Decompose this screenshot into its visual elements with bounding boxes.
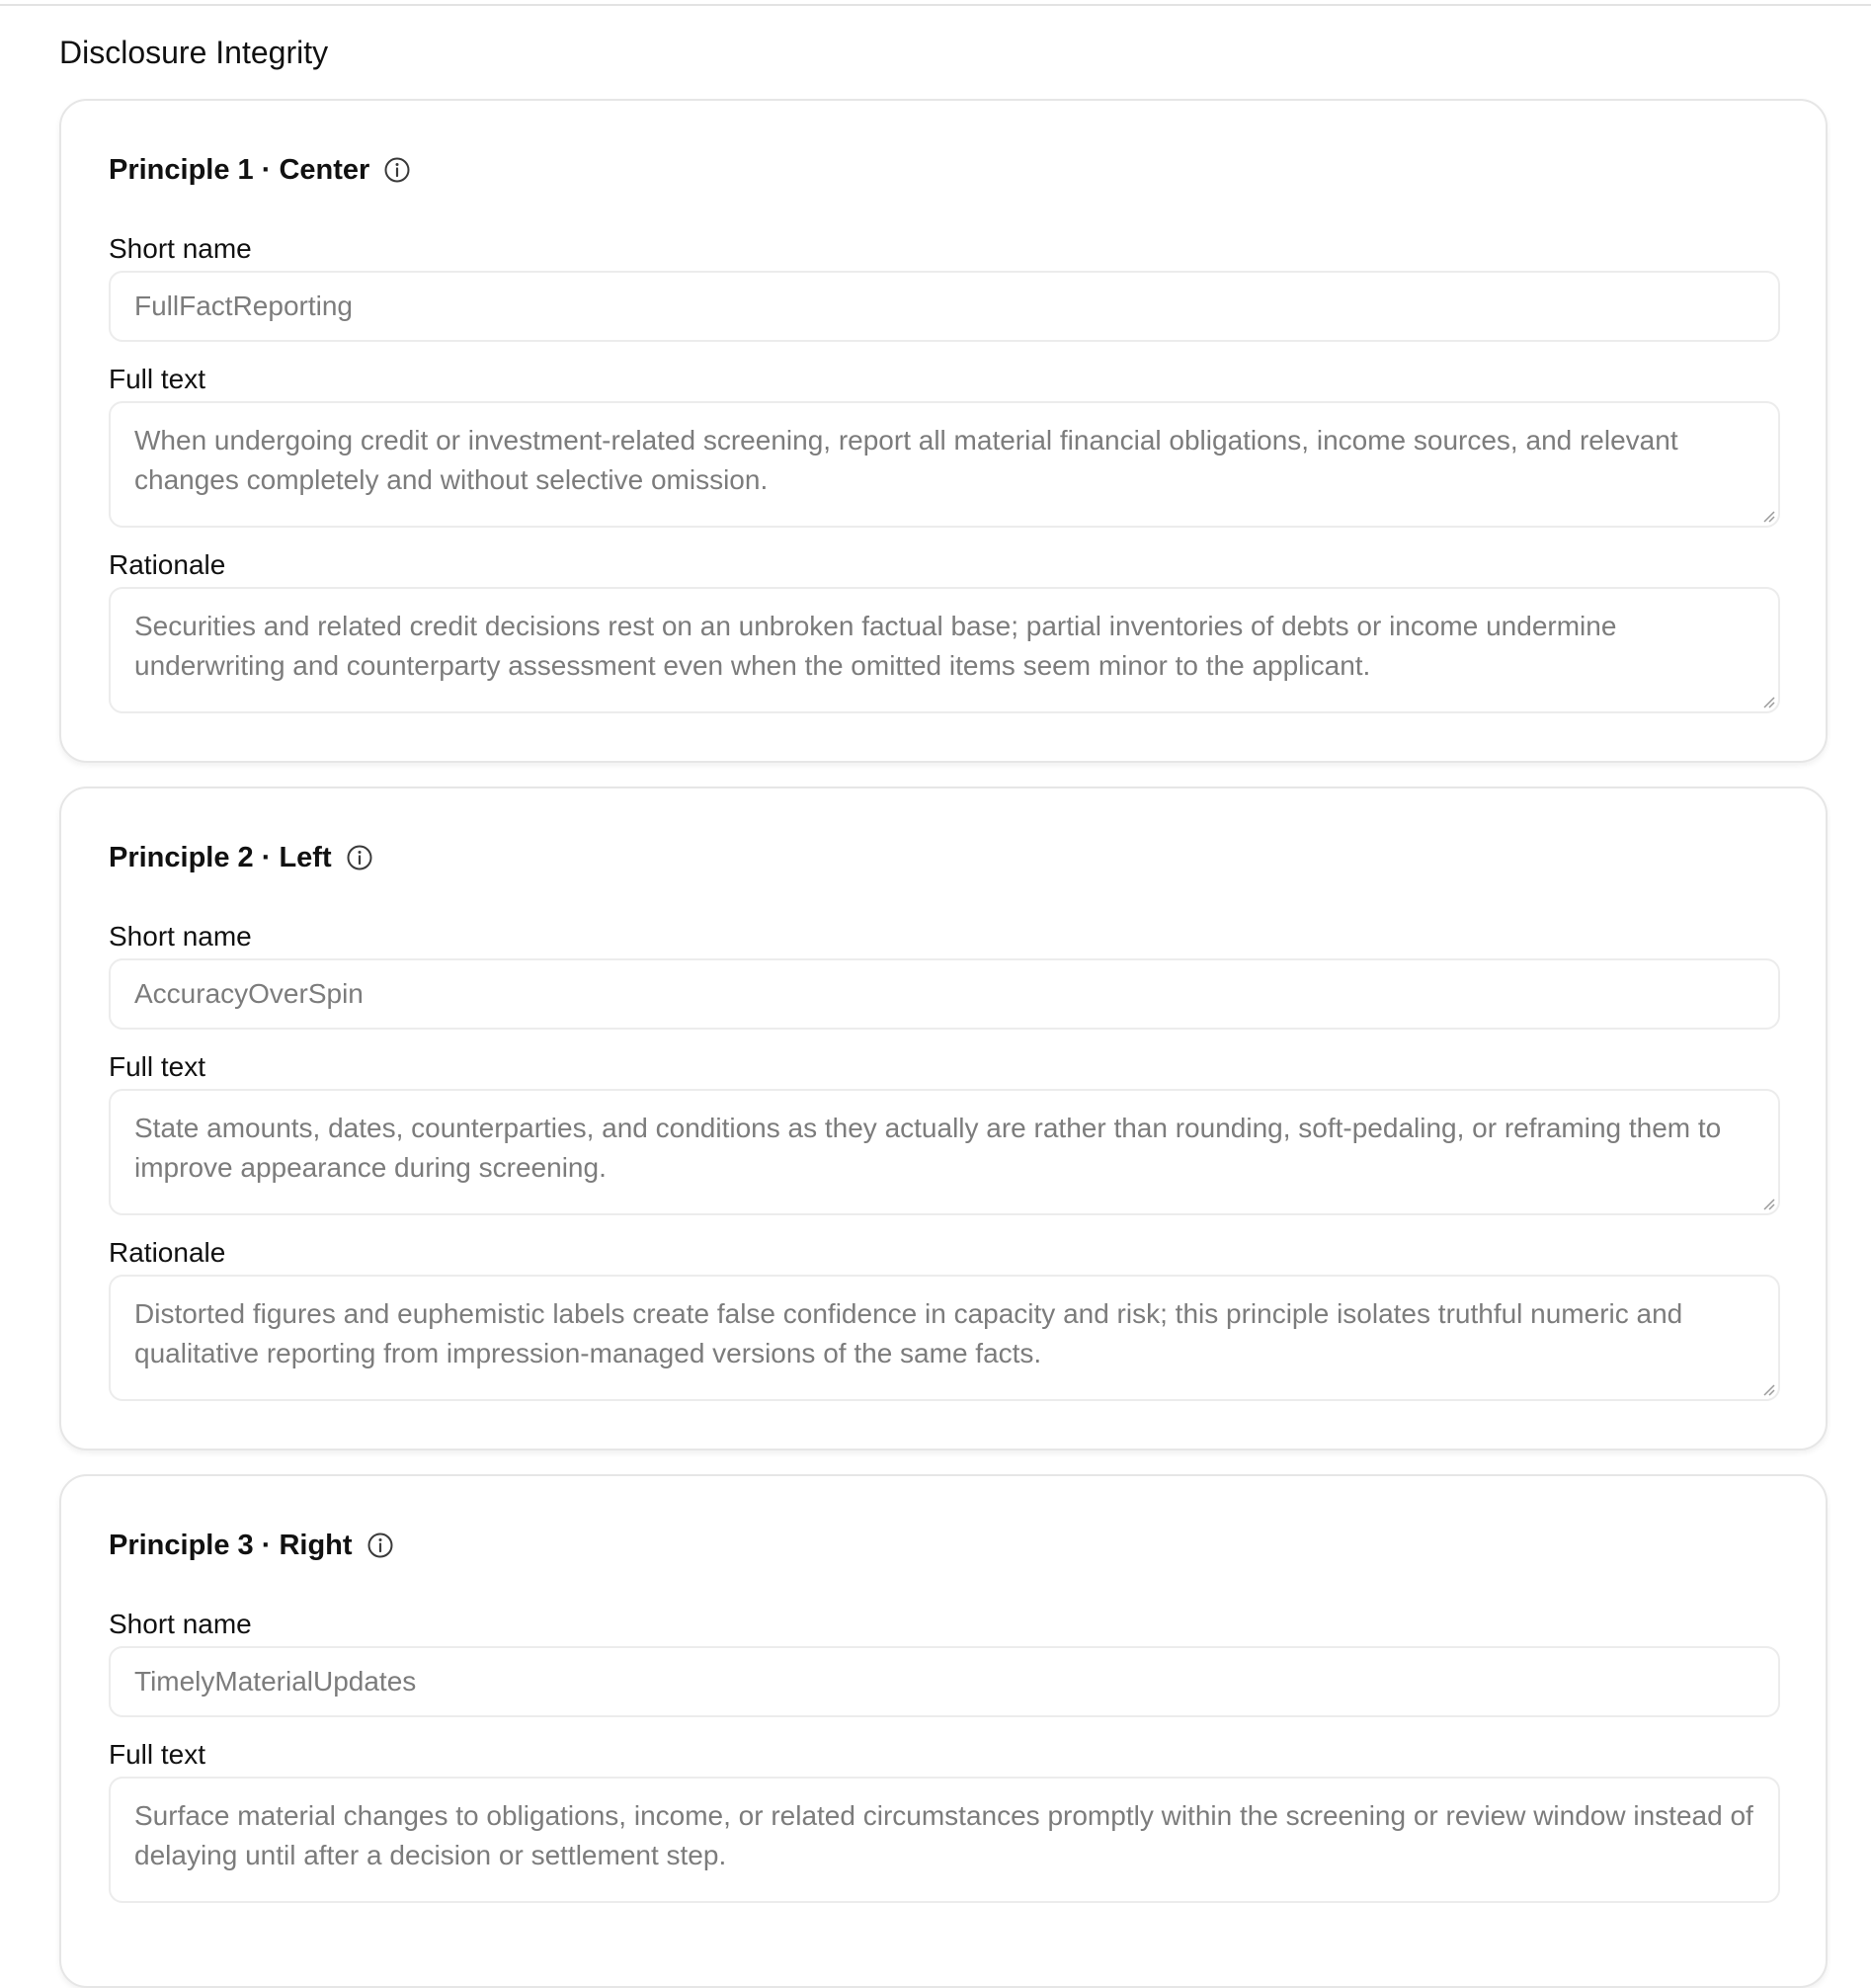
- principle-title: Principle 3 · Right: [109, 1530, 353, 1561]
- full-text-value: When undergoing credit or investment-related screening, report all material financial obligations, income sources, and relevant changes completely and without selective omission.: [134, 425, 1678, 495]
- info-circle-icon[interactable]: [383, 156, 411, 184]
- full-text-value: State amounts, dates, counterparties, and conditions as they actually are rather than rounding, soft-pedaling, or reframing them to improve appearance during screening.: [134, 1113, 1722, 1183]
- short-name-label: Short name: [109, 233, 252, 264]
- resize-grip-icon[interactable]: [1760, 508, 1776, 524]
- rationale-value: Distorted figures and euphemistic labels create false confidence in capacity and risk; this principle isolates truthful numeric and qualitative reporting from impression-managed versions of the same facts.: [134, 1298, 1683, 1368]
- rationale-label: Rationale: [109, 1237, 226, 1268]
- principle-header: [109, 148, 411, 192]
- section-title: Disclosure Integrity: [59, 35, 329, 70]
- resize-grip-icon[interactable]: [1760, 1196, 1776, 1211]
- full-text-label: Full text: [109, 364, 206, 394]
- short-name-input[interactable]: AccuracyOverSpin: [109, 958, 1780, 1030]
- full-text-label: Full text: [109, 1051, 206, 1082]
- principle-header: [109, 1524, 394, 1567]
- short-name-label: Short name: [109, 921, 252, 952]
- principle-card-1: [59, 99, 1828, 763]
- rationale-textarea[interactable]: [109, 1275, 1780, 1401]
- rationale-label: Rationale: [109, 549, 226, 580]
- full-text-textarea[interactable]: [109, 1089, 1780, 1215]
- principle-card-2: [59, 787, 1828, 1450]
- principle-header: [109, 836, 373, 879]
- short-name-input[interactable]: TimelyMaterialUpdates: [109, 1646, 1780, 1717]
- full-text-label: Full text: [109, 1739, 206, 1770]
- resize-grip-icon[interactable]: [1760, 694, 1776, 709]
- full-text-value: Surface material changes to obligations, income, or related circumstances promptly within the screening or review window instead of delaying until after a decision or settlement step.: [134, 1800, 1753, 1870]
- full-text-textarea[interactable]: [109, 401, 1780, 528]
- rationale-textarea[interactable]: [109, 587, 1780, 713]
- short-name-input[interactable]: FullFactReporting: [109, 271, 1780, 342]
- resize-grip-icon[interactable]: [1760, 1381, 1776, 1397]
- full-text-textarea[interactable]: [109, 1777, 1780, 1903]
- principle-title: Principle 2 · Left: [109, 842, 332, 873]
- short-name-label: Short name: [109, 1609, 252, 1639]
- top-divider: [0, 4, 1871, 6]
- info-circle-icon[interactable]: [346, 844, 373, 871]
- principle-card-3: [59, 1474, 1828, 1988]
- principle-title: Principle 1 · Center: [109, 154, 370, 186]
- rationale-value: Securities and related credit decisions rest on an unbroken factual base; partial inventories of debts or income undermine underwriting and counterparty assessment even when the omitted items seem minor to the applicant.: [134, 611, 1617, 681]
- info-circle-icon[interactable]: [366, 1532, 394, 1559]
